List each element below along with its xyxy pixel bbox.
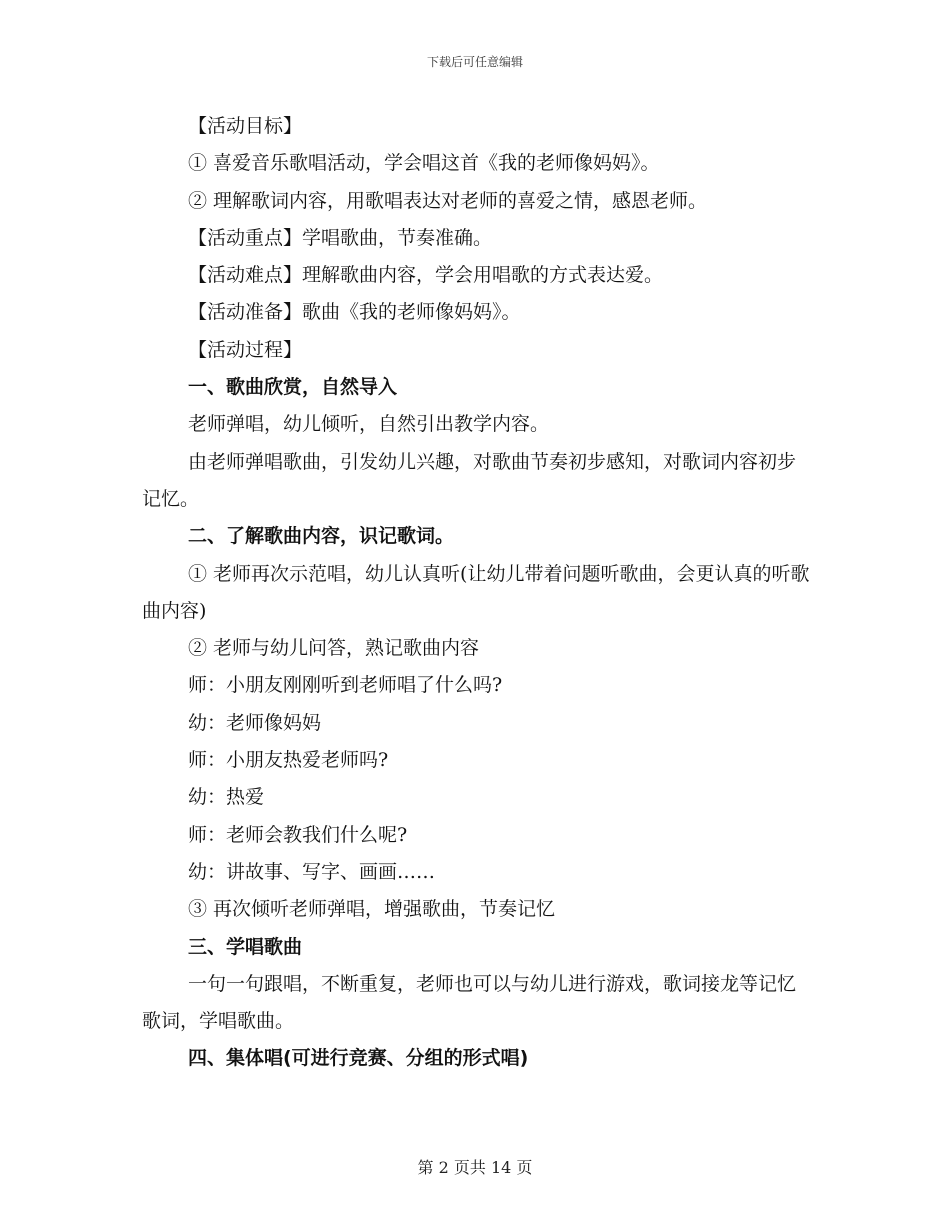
page-header: 下载后可任意编辑 [426, 55, 523, 69]
section-heading: 二、了解歌曲内容，识记歌词。 [188, 525, 455, 548]
paragraph: ② 理解歌词内容，用歌唱表达对老师的喜爱之情，感恩老师。 [188, 189, 708, 212]
paragraph: 【活动重点】学唱歌曲，节奏准确。 [188, 226, 493, 249]
paragraph: ③ 再次倾听老师弹唱，增强歌曲，节奏记忆 [188, 898, 556, 921]
dialogue-line: 幼：老师像妈妈 [188, 711, 322, 734]
dialogue-line: 幼：热爱 [188, 786, 265, 809]
page-footer: 第 2 页共 14 页 [417, 1158, 533, 1177]
section-heading: 四、集体唱(可进行竞赛、分组的形式唱) [188, 1047, 529, 1070]
paragraph: 一句一句跟唱，不断重复，老师也可以与幼儿进行游戏，歌词接龙等记忆歌词，学唱歌曲。 [142, 972, 797, 1033]
paragraph: ② 老师与幼儿问答，熟记歌曲内容 [188, 637, 480, 660]
paragraph: 【活动难点】理解歌曲内容，学会用唱歌的方式表达爱。 [188, 264, 664, 287]
dialogue-line: 师：小朋友热爱老师吗? [188, 749, 389, 772]
paragraph: 老师弹唱，幼儿倾听，自然引出教学内容。 [188, 413, 550, 436]
paragraph: 【活动准备】歌曲《我的老师像妈妈》。 [188, 301, 521, 324]
dialogue-line: 师：小朋友刚刚听到老师唱了什么吗? [188, 674, 503, 697]
dialogue-line: 幼：讲故事、写字、画画…… [188, 860, 436, 883]
paragraph: 【活动目标】 [188, 115, 303, 137]
section-heading: 一、歌曲欣赏，自然导入 [188, 376, 398, 399]
paragraph: ① 老师再次示范唱，幼儿认真听(让幼儿带着问题听歌曲，会更认真的听歌曲内容) [142, 562, 810, 622]
dialogue-line: 师：老师会教我们什么呢? [188, 823, 408, 846]
section-heading: 三、学唱歌曲 [188, 935, 303, 958]
paragraph: 由老师弹唱歌曲，引发幼儿兴趣，对歌曲节奏初步感知，对歌词内容初步记忆。 [142, 450, 797, 510]
paragraph: ① 喜爱音乐歌唱活动，学会唱这首《我的老师像妈妈》。 [188, 152, 660, 175]
paragraph: 【活动过程】 [188, 338, 303, 361]
document-body [142, 108, 810, 1078]
